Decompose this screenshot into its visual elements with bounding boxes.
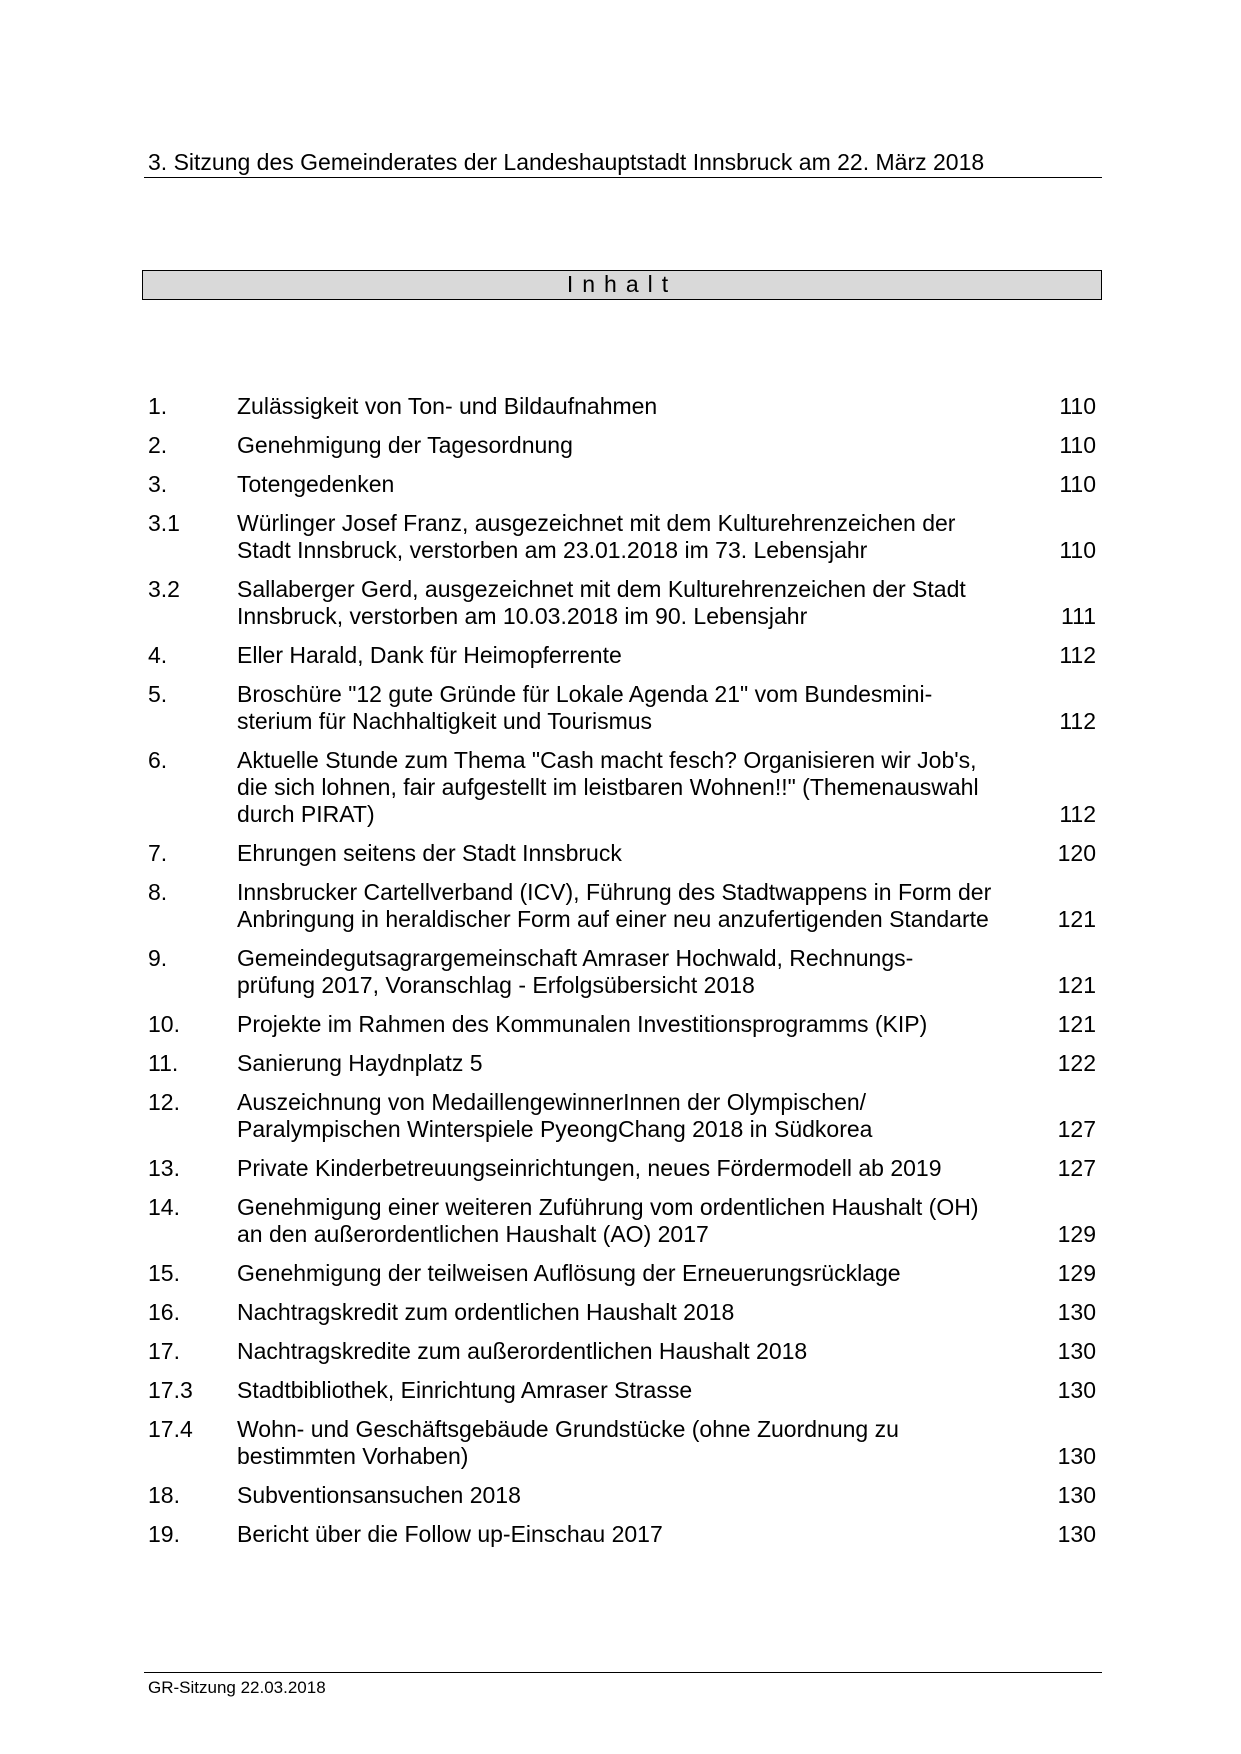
page-footer: GR-Sitzung 22.03.2018 <box>148 1678 326 1697</box>
toc-entry-title: Bericht über die Follow up-Einschau 2017 <box>237 1521 663 1547</box>
toc-entry <box>148 1155 1100 1182</box>
toc-entry-title: Ehrungen seitens der Stadt Innsbruck <box>237 840 622 866</box>
toc-entry-page: 112 <box>1059 801 1096 827</box>
toc-entry-title: Nachtragskredit zum ordentlichen Haushalt 2018 <box>237 1299 735 1325</box>
toc-entry-page: 130 <box>1057 1299 1096 1325</box>
toc-entry-page: 110 <box>1059 393 1096 419</box>
toc-entry-title: Auszeichnung von MedaillengewinnerInnen der Olympischen/ Paralympischen Winterspiele PyeongChang 2018 in Südkorea <box>237 1089 873 1142</box>
toc-entry <box>148 840 1100 867</box>
toc-entry <box>148 1011 1100 1038</box>
toc-entry <box>148 510 1100 564</box>
toc-entry-title: Subventionsansuchen 2018 <box>237 1482 521 1508</box>
toc-entry <box>148 1260 1100 1287</box>
toc-entry-title: Sanierung Haydnplatz 5 <box>237 1050 483 1076</box>
toc-entry-number: 3.1 <box>148 510 180 536</box>
toc-entry-page: 120 <box>1057 840 1096 866</box>
toc-entry-number: 4. <box>148 642 168 668</box>
toc-entry-title: Zulässigkeit von Ton- und Bildaufnahmen <box>237 393 658 419</box>
toc-entry <box>148 1377 1100 1404</box>
toc-entry-number: 11. <box>148 1050 179 1076</box>
toc-entry-page: 130 <box>1057 1338 1096 1364</box>
toc-entry <box>148 1299 1100 1326</box>
toc-entry-number: 17. <box>148 1338 180 1364</box>
toc-entry-page: 121 <box>1057 972 1096 998</box>
toc-entry-number: 18. <box>148 1482 180 1508</box>
toc-entry-page: 130 <box>1057 1482 1096 1508</box>
toc-entry-page: 127 <box>1057 1116 1096 1142</box>
toc-entry-page: 111 <box>1061 603 1096 629</box>
toc-entry-page: 110 <box>1059 432 1096 458</box>
toc-entry <box>148 747 1100 828</box>
toc-entry-title: Aktuelle Stunde zum Thema "Cash macht fesch? Organisieren wir Job's, die sich lohnen, fair aufgestellt im leistbaren Wohnen!!" (Themenauswahl durch PIRAT) <box>237 747 979 827</box>
toc-entry-page: 130 <box>1057 1443 1096 1469</box>
toc-entry <box>148 471 1100 498</box>
toc-entry <box>148 642 1100 669</box>
toc-entry-page: 129 <box>1057 1221 1096 1247</box>
section-title-box: Inhalt <box>142 270 1102 300</box>
header-divider <box>144 177 1102 178</box>
toc-entry-number: 2. <box>148 432 168 458</box>
toc-entry-page: 121 <box>1057 1011 1096 1037</box>
toc-entry-number: 17.4 <box>148 1416 193 1442</box>
toc-entry-number: 19. <box>148 1521 180 1547</box>
toc-entry-number: 3.2 <box>148 576 180 602</box>
toc-entry-number: 3. <box>148 471 168 497</box>
toc-entry <box>148 1050 1100 1077</box>
toc-entry-number: 8. <box>148 879 168 905</box>
toc-entry-number: 5. <box>148 681 168 707</box>
toc-entry <box>148 879 1100 933</box>
toc-entry <box>148 576 1100 630</box>
toc-entry-title: Genehmigung der Tagesordnung <box>237 432 573 458</box>
toc-entry-number: 17.3 <box>148 1377 193 1403</box>
toc-entry-page: 129 <box>1057 1260 1096 1286</box>
toc-entry-title: Wohn- und Geschäftsgebäude Grundstücke (ohne Zuordnung zu bestimmten Vorhaben) <box>237 1416 899 1469</box>
toc-entry-title: Private Kinderbetreuungseinrichtungen, neues Fördermodell ab 2019 <box>237 1155 942 1181</box>
table-of-contents <box>148 393 1100 1560</box>
toc-entry-title: Innsbrucker Cartellverband (ICV), Führung des Stadtwappens in Form der Anbringung in heraldischer Form auf einer neu anzufertigenden Standarte <box>237 879 992 932</box>
toc-entry <box>148 1338 1100 1365</box>
toc-entry <box>148 1194 1100 1248</box>
toc-entry <box>148 681 1100 735</box>
toc-entry <box>148 945 1100 999</box>
toc-entry-title: Genehmigung einer weiteren Zuführung vom ordentlichen Haushalt (OH) an den außerordentlichen Haushalt (AO) 2017 <box>237 1194 979 1247</box>
toc-entry-title: Eller Harald, Dank für Heimopferrente <box>237 642 622 668</box>
toc-entry-page: 122 <box>1057 1050 1096 1076</box>
toc-entry <box>148 1482 1100 1509</box>
toc-entry-number: 13. <box>148 1155 180 1181</box>
toc-entry <box>148 1521 1100 1548</box>
toc-entry-title: Stadtbibliothek, Einrichtung Amraser Strasse <box>237 1377 693 1403</box>
toc-entry-title: Sallaberger Gerd, ausgezeichnet mit dem Kulturehrenzeichen der Stadt Innsbruck, verstorben am 10.03.2018 im 90. Lebensjahr <box>237 576 966 629</box>
toc-entry-number: 10. <box>148 1011 180 1037</box>
toc-entry <box>148 1416 1100 1470</box>
toc-entry-page: 121 <box>1057 906 1096 932</box>
toc-entry-page: 127 <box>1057 1155 1096 1181</box>
footer-divider <box>144 1672 1102 1673</box>
toc-entry-number: 12. <box>148 1089 180 1115</box>
page-header-title: 3. Sitzung des Gemeinderates der Landeshauptstadt Innsbruck am 22. März 2018 <box>148 149 985 175</box>
toc-entry-page: 112 <box>1059 642 1096 668</box>
toc-entry-page: 110 <box>1059 471 1096 497</box>
toc-entry-title: Totengedenken <box>237 471 395 497</box>
toc-entry-number: 6. <box>148 747 168 773</box>
toc-entry-number: 16. <box>148 1299 180 1325</box>
toc-entry <box>148 1089 1100 1143</box>
toc-entry-title: Broschüre "12 gute Gründe für Lokale Agenda 21" vom Bundesmini- sterium für Nachhaltigkeit und Tourismus <box>237 681 933 734</box>
toc-entry-title: Nachtragskredite zum außerordentlichen Haushalt 2018 <box>237 1338 808 1364</box>
toc-entry-page: 112 <box>1059 708 1096 734</box>
toc-entry-title: Genehmigung der teilweisen Auflösung der Erneuerungsrücklage <box>237 1260 901 1286</box>
toc-entry-number: 9. <box>148 945 168 971</box>
toc-entry-number: 1. <box>148 393 168 419</box>
toc-entry-number: 7. <box>148 840 168 866</box>
toc-entry-title: Gemeindegutsagrargemeinschaft Amraser Hochwald, Rechnungs- prüfung 2017, Voranschlag - Erfolgsübersicht 2018 <box>237 945 914 998</box>
toc-entry-page: 130 <box>1057 1377 1096 1403</box>
toc-entry-number: 14. <box>148 1194 180 1220</box>
toc-entry-page: 130 <box>1057 1521 1096 1547</box>
toc-entry-title: Würlinger Josef Franz, ausgezeichnet mit dem Kulturehrenzeichen der Stadt Innsbruck, verstorben am 23.01.2018 im 73. Lebensjahr <box>237 510 956 563</box>
toc-entry-number: 15. <box>148 1260 180 1286</box>
toc-entry <box>148 432 1100 459</box>
toc-entry-page: 110 <box>1059 537 1096 563</box>
toc-entry <box>148 393 1100 420</box>
toc-entry-title: Projekte im Rahmen des Kommunalen Investitionsprogramms (KIP) <box>237 1011 928 1037</box>
